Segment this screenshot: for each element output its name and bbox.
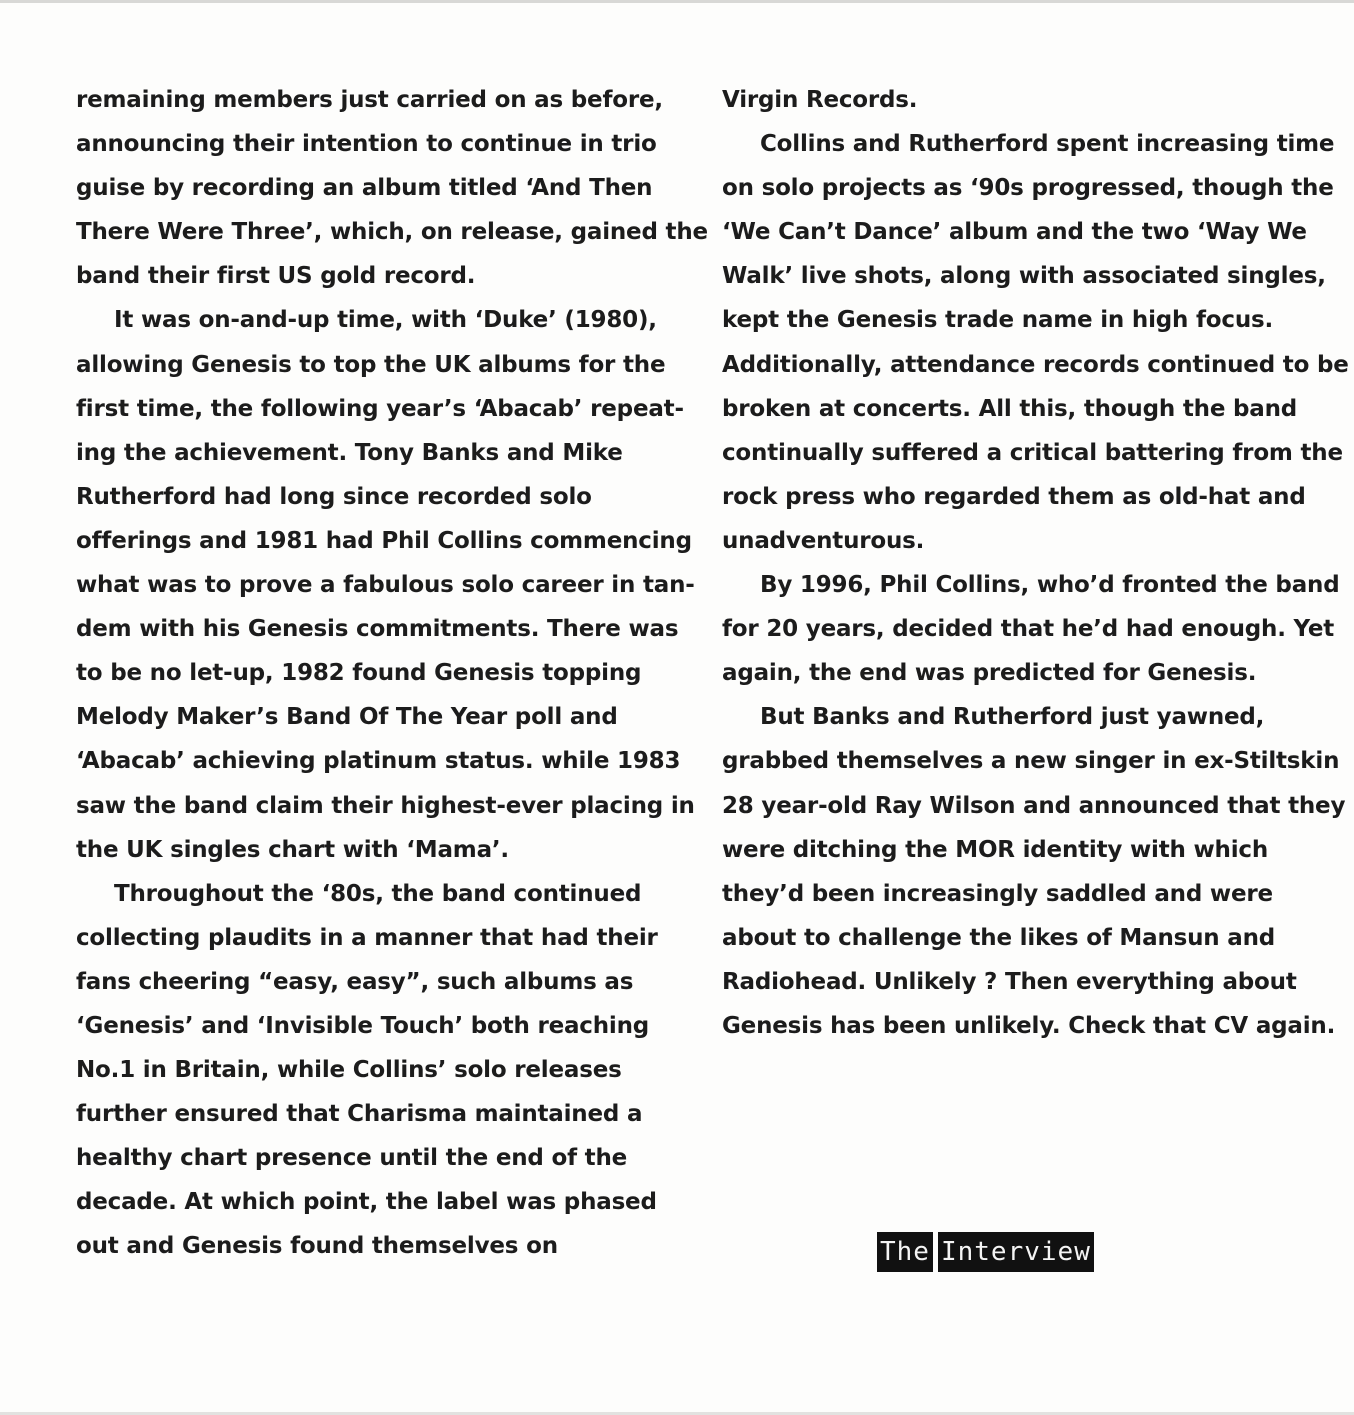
section-label-word-the: The [877, 1232, 933, 1272]
right-line-9: continually suffered a critical battering from the [722, 439, 1343, 466]
right-line-6: kept the Genesis trade name in high focus. [722, 307, 1274, 334]
left-line-15: Melody Maker’s Band Of The Year poll and [76, 704, 618, 731]
right-line-5: Walk’ live shots, along with associated singles, [722, 263, 1326, 290]
left-line-19: Throughout the ‘80s, the band continued [114, 880, 642, 907]
left-line-2: announcing their intention to continue in trio [76, 131, 657, 158]
left-line-9: ing the achievement. Tony Banks and Mike [76, 439, 623, 466]
left-line-23: No.1 in Britain, while Collins’ solo releases [76, 1057, 622, 1084]
left-line-26: decade. At which point, the label was phased [76, 1189, 657, 1216]
left-line-21: fans cheering “easy, easy”, such albums as [76, 968, 634, 995]
left-line-3: guise by recording an album titled ‘And Then [76, 175, 653, 202]
right-line-1: Virgin Records. [722, 87, 918, 113]
left-line-7: allowing Genesis to top the UK albums for the [76, 351, 666, 378]
right-line-21: Radiohead. Unlikely ? Then everything about [722, 968, 1297, 995]
right-line-4: ‘We Can’t Dance’ album and the two ‘Way We [722, 219, 1307, 246]
left-line-18: the UK singles chart with ‘Mama’. [76, 836, 509, 863]
right-line-14: again, the end was predicted for Genesis. [722, 660, 1257, 687]
right-line-11: unadventurous. [722, 527, 925, 554]
right-line-19: they’d been increasingly saddled and were [722, 880, 1273, 907]
left-line-8: first time, the following year’s ‘Abacab’ repeat- [76, 395, 684, 422]
right-text-column [722, 78, 1350, 1048]
right-line-13: for 20 years, decided that he’d had enough. Yet [722, 616, 1335, 643]
left-line-16: ‘Abacab’ achieving platinum status. while 1983 [76, 748, 681, 775]
right-line-16: grabbed themselves a new singer in ex-Stiltskin [722, 748, 1340, 775]
left-line-17: saw the band claim their highest-ever placing in [76, 792, 695, 819]
right-line-17: 28 year-old Ray Wilson and announced that they [722, 792, 1346, 819]
left-line-1: remaining members just carried on as before, [76, 87, 663, 113]
top-edge-rule [0, 0, 1354, 3]
left-line-12: what was to prove a fabulous solo career in tan- [76, 572, 695, 599]
left-line-14: to be no let-up, 1982 found Genesis topping [76, 660, 642, 687]
left-line-10: Rutherford had long since recorded solo [76, 483, 592, 510]
right-line-18: were ditching the MOR identity with which [722, 836, 1269, 863]
right-line-22: Genesis has been unlikely. Check that CV again. [722, 1012, 1336, 1039]
left-line-4: There Were Three’, which, on release, gained the [76, 219, 708, 246]
right-line-2: Collins and Rutherford spent increasing time [760, 131, 1335, 158]
right-line-7: Additionally, attendance records continued to be [722, 351, 1349, 378]
left-line-20: collecting plaudits in a manner that had their [76, 924, 658, 951]
left-line-27: out and Genesis found themselves on [76, 1233, 558, 1260]
right-line-8: broken at concerts. All this, though the band [722, 395, 1298, 422]
left-line-13: dem with his Genesis commitments. There was [76, 616, 679, 643]
section-label [877, 1232, 1094, 1272]
left-line-22: ‘Genesis’ and ‘Invisible Touch’ both reaching [76, 1012, 650, 1039]
left-line-5: band their first US gold record. [76, 263, 476, 290]
right-line-10: rock press who regarded them as old-hat and [722, 483, 1306, 510]
right-line-15: But Banks and Rutherford just yawned, [760, 704, 1265, 731]
section-label-word-interview: Interview [938, 1232, 1094, 1272]
left-line-11: offerings and 1981 had Phil Collins commencing [76, 527, 692, 554]
left-line-25: healthy chart presence until the end of the [76, 1145, 628, 1172]
right-line-12: By 1996, Phil Collins, who’d fronted the band [760, 572, 1340, 599]
left-line-6: It was on-and-up time, with ‘Duke’ (1980), [114, 307, 657, 334]
left-line-24: further ensured that Charisma maintained a [76, 1101, 643, 1128]
right-line-3: on solo projects as ‘90s progressed, though the [722, 175, 1334, 202]
left-text-column [76, 78, 708, 1269]
right-line-20: about to challenge the likes of Mansun and [722, 924, 1276, 951]
